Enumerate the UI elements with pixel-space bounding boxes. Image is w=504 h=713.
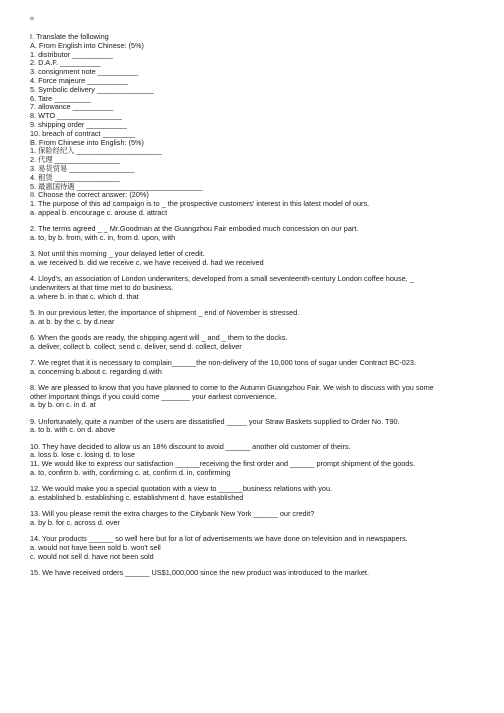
text-line: 4. Force majeure __________: [30, 75, 128, 85]
text-line: 5. 最惠国待遇 _______________________________: [30, 181, 203, 191]
text-line: a. to b. with c. on d. above: [30, 425, 116, 435]
text-line: 2. D.A.F. __________: [30, 58, 101, 68]
text-line: a. to, confirm b. with, confirming c. at, confirm d. in, confirming: [30, 467, 231, 477]
text-line: 15. We have received orders ______ US$1,000,000 since the new product was introduced to the market.: [30, 567, 369, 577]
text-line: 9. Unfortunately, quite a number of the users are dissatisfied _____ your Straw Baskets supplied to Order No. T90.: [30, 416, 400, 426]
text-line: 1. The purpose of this ad campaign is to _ the prospective customers' interest in this latest model of ours.: [30, 199, 370, 209]
text-line: 3. 易货贸易 ________________: [30, 163, 135, 173]
text-line: 13. Will you please remit the extra charges to the Citybank New York ______ our credit?: [30, 509, 315, 519]
text-line: 8. We are pleased to know that you have planned to come to the Autumn Guangzhou Fair. We wish to discuss with you some: [30, 382, 434, 392]
text-line: 1. distributor __________: [30, 49, 113, 59]
text-line: a. by b. for c. across d. over: [30, 517, 121, 527]
text-line: 11. We would like to express our satisfaction ______receiving the first order and ______ prompt shipment of the goods.: [30, 459, 416, 469]
text-line: a. to, by b. from, with c. in, from d. upon, with: [30, 232, 176, 242]
text-line: 10. breach of contract ________: [30, 128, 136, 138]
text-line: c. would not sell d. have not been sold: [30, 551, 154, 561]
text-line: other important things if you could come _______ your earliest convenience.: [30, 391, 277, 401]
text-line: 6. When the goods are ready, the shipping agent will _ and _ them to the docks.: [30, 332, 288, 342]
text-line: a. appeal b. encourage c. arouse d. attract: [30, 207, 168, 217]
text-line: 1. 保险经纪人 _____________________: [30, 146, 162, 156]
text-line: a. we received b. did we receive c. we have received d. had we received: [30, 257, 264, 267]
text-line: a. where b. in that c. which d. that: [30, 291, 139, 301]
text-line: 10. They have decided to allow us an 18% discount to avoid ______ another old customer of theirs.: [30, 441, 351, 451]
text-line: 3. Not until this morning _ your delayed letter of credit.: [30, 249, 205, 259]
text-line: 7. allowance __________: [30, 102, 114, 112]
text-line: a. established b. establishing c. establishment d. have established: [30, 492, 244, 502]
text-line: 5. In our previous letter, the importance of shipment _ end of November is stressed.: [30, 307, 300, 317]
text-line: a. loss b. lose c. losing d. to lose: [30, 450, 136, 460]
text-line: A. From English into Chinese: (5%): [30, 40, 144, 50]
page-marker: ¤: [30, 16, 34, 23]
text-line: 5. Symbolic delivery ______________: [30, 84, 154, 94]
text-line: B. From Chinese into English: (5%): [30, 137, 144, 147]
text-line: II. Choose the correct answer: (20%): [30, 190, 149, 200]
text-line: a. would not have been sold b. won't sell: [30, 542, 161, 552]
text-line: 3. consignment note __________: [30, 67, 139, 77]
text-line: 14. Your products ______ so well here but for a lot of advertisements we have done on television and in newspapers.: [30, 534, 408, 544]
text-line: 7. We regret that it is necessary to complain______the non-delivery of the 10,000 tons of sugar under Contract BC-023.: [30, 357, 417, 367]
text-line: 4. 租赁 ________________: [30, 172, 120, 182]
text-line: 2. 代理 ________________: [30, 155, 120, 165]
text-line: I. Translate the following: [30, 32, 109, 41]
text-line: a. concerning b.about c. regarding d.with: [30, 366, 162, 376]
text-line: 4. Lloyd's, an association of London underwriters, developed from a small seventeenth-century London coffee house, _: [30, 274, 414, 284]
text-line: 8. WTO ________________: [30, 111, 122, 121]
exam-text: [30, 33, 498, 578]
text-line: 2. The terms agreed _ _ Mr.Goodman at the Guangzhou Fair embodied much concession on our part.: [30, 224, 359, 234]
text-line: 9. shipping order __________: [30, 119, 127, 129]
text-line: 12. We would make you a special quotation with a view to ______business relations with you.: [30, 484, 333, 494]
text-line: a. by b. on c. in d. at: [30, 400, 96, 410]
text-line: a. at b. by the c. by d.near: [30, 316, 115, 326]
text-line: underwriters at that time met to do business.: [30, 282, 174, 292]
text-line: a. deliver, collect b. collect, send c. deliver, send d. collect, deliver: [30, 341, 242, 351]
text-line: 6. Tare _________: [30, 93, 91, 103]
